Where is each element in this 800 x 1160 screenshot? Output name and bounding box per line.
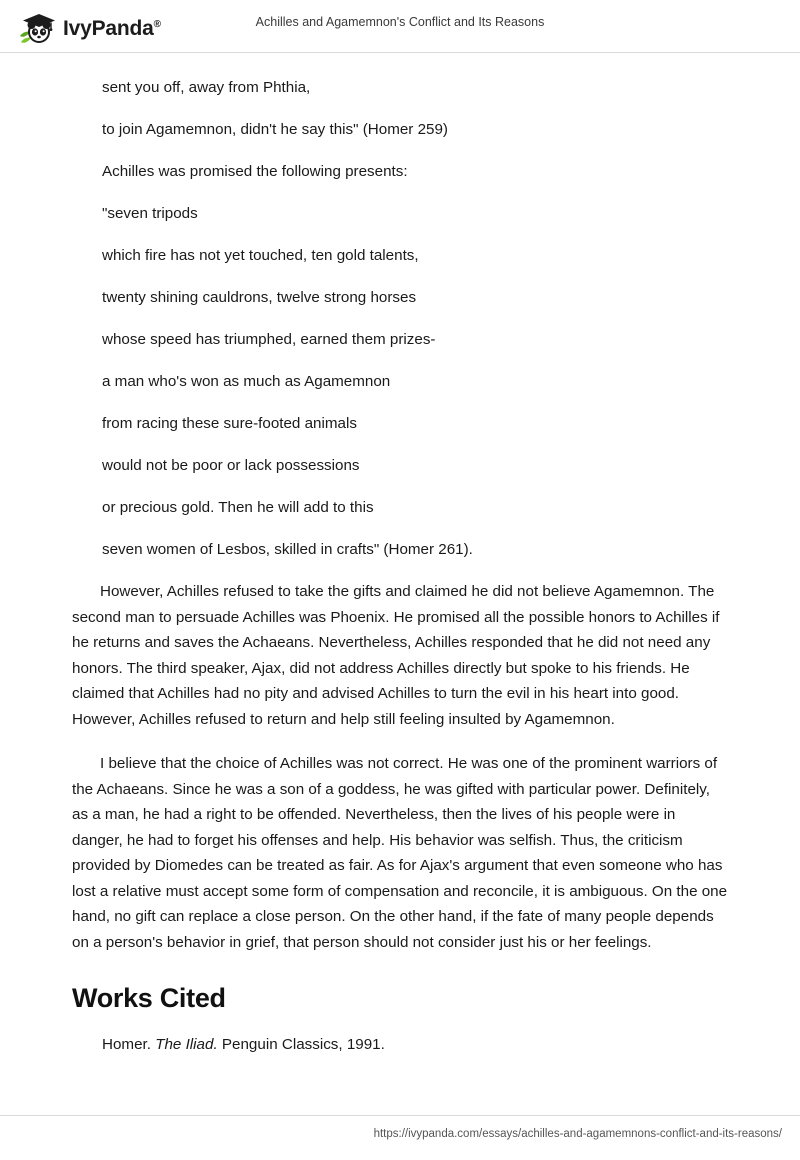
works-cited-heading: Works Cited	[72, 983, 226, 1013]
quote-line: which fire has not yet touched, ten gold talents,	[102, 247, 419, 264]
citation-publisher: Penguin Classics, 1991.	[221, 1036, 385, 1053]
quote-line: "seven tripods	[102, 205, 198, 222]
brand-registered-mark: ®	[153, 19, 161, 30]
citation-entry	[72, 1032, 728, 1057]
citation-title: The Iliad.	[155, 1036, 218, 1053]
quote-line: or precious gold. Then he will add to this	[102, 499, 374, 516]
citation-author: Homer.	[102, 1036, 151, 1053]
paragraph: I believe that the choice of Achilles was not correct. He was one of the prominent warriors of the Achaeans. Since he was a son of a goddess, he was gifted with particular power. Definitely, as a man, he had a right to be offended. Nevertheless, then the lives of his people were in danger, he had to forget his offenses and help. His behavior was selfish. Thus, the criticism provided by Diomedes can be treated as fair. As for Ajax's argument that even someone who has lost a relative must accept some form of compensation and reconcile, it is ambiguous. On the one hand, no gift can replace a close person. On the other hand, if the fate of many people depends on a person's behavior in grief, that person should not consider just his or her feelings.	[72, 755, 728, 951]
document-body	[0, 53, 800, 1057]
document-title: Achilles and Agamemnon's Conflict and Its Reasons	[255, 15, 545, 29]
brand-name-text: IvyPanda	[63, 17, 154, 40]
quote-line: from racing these sure-footed animals	[102, 415, 357, 432]
page-header	[0, 0, 800, 53]
source-url[interactable]: https://ivypanda.com/essays/achilles-and-agamemnons-conflict-and-its-reasons/	[373, 1128, 782, 1140]
quote-line: whose speed has triumphed, earned them prizes-	[102, 331, 436, 348]
quote-lead-in: Achilles was promised the following presents:	[102, 163, 408, 180]
page-footer	[0, 1115, 800, 1160]
quote-line: sent you off, away from Phthia,	[102, 79, 311, 96]
quote-line: a man who's won as much as Agamemnon	[102, 373, 391, 390]
quote-line: seven women of Lesbos, skilled in crafts" (Homer 261).	[102, 541, 473, 558]
quote-line: to join Agamemnon, didn't he say this" (Homer 259)	[102, 121, 448, 138]
paragraph: However, Achilles refused to take the gifts and claimed he did not believe Agamemnon. The second man to persuade Achilles was Phoenix. He promised all the possible honors to Achilles if he returns and saves the Achaeans. Nevertheless, Achilles responded that he did not need any honors. The third speaker, Ajax, did not address Achilles directly but spoke to his friends. He claimed that Achilles had no pity and advised Achilles to turn the evil in his heart into good. However, Achilles refused to return and help still feeling insulted by Agamemnon.	[72, 583, 720, 728]
quote-line: twenty shining cauldrons, twelve strong horses	[102, 289, 417, 306]
quote-line: would not be poor or lack possessions	[102, 457, 360, 474]
